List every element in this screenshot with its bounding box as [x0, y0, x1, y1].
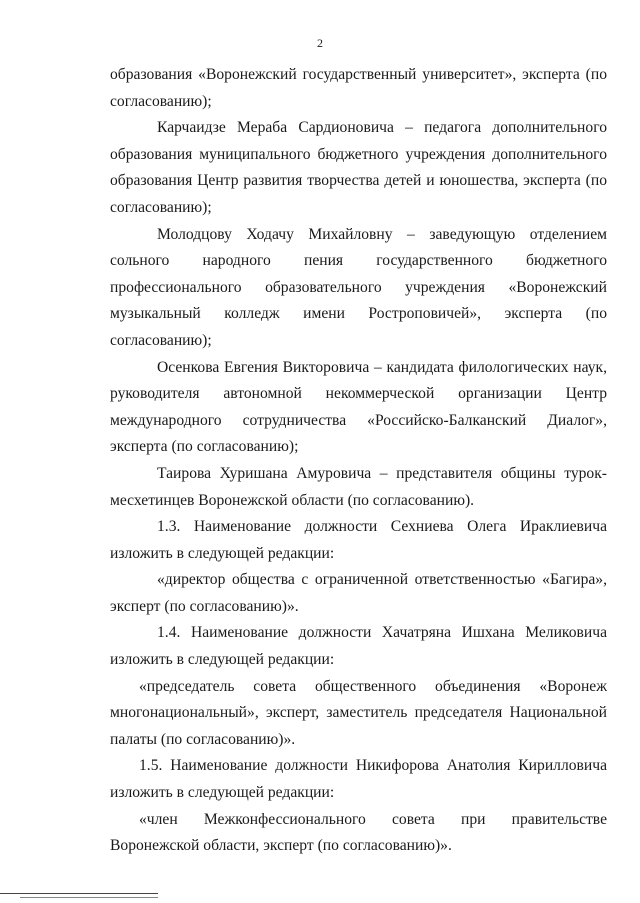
paragraph: 1.3. Наименование должности Сехниева Олега Ираклиевича изложить в следующей редакции:	[110, 518, 607, 562]
page-number: 2	[317, 36, 323, 50]
paragraph: «директор общества с ограниченной ответственностью «Багира», эксперт (по согласованию)».	[110, 571, 607, 615]
paragraph: образования «Воронежский государственный университет», эксперта (по согласованию);	[110, 66, 607, 110]
paragraph: 1.5. Наименование должности Никифорова Анатолия Кирилловича изложить в следующей редакции:	[110, 757, 607, 802]
paragraph: 1.4. Наименование должности Хачатряна Ишхана Меликовича изложить в следующей редакции:	[110, 624, 607, 669]
paragraph: Таирова Хуришана Амуровича – представителя общины турок-месхетинцев Воронежской области (по согласованию).	[110, 464, 607, 509]
paragraph: «член Межконфессионального совета при правительстве Воронежской области, эксперт (по согласованию)».	[110, 810, 607, 855]
footer-divider	[20, 897, 158, 898]
document-body	[110, 62, 607, 860]
paragraph: Осенкова Евгения Викторовича – кандидата филологических наук, руководителя автономной некоммерческой организации Центр международного сотрудничества «Российско-Балканский Диалог», эксперта (по согласованию);	[110, 358, 607, 456]
paragraph: Карчаидзе Мераба Сардионовича – педагога дополнительного образования муниципального бюджетного учреждения дополнительного образования Центр развития творчества детей и юношества, эксперта (по согласованию);	[110, 119, 607, 216]
paragraph: «председатель совета общественного объединения «Воронеж многонациональный», эксперт, заместитель председателя Национальной палаты (по согласованию)».	[110, 677, 607, 748]
paragraph: Молодцову Ходачу Михайловну – заведующую отделением сольного народного пения государственного бюджетного профессионального образовательного учреждения «Воронежский музыкальный колледж имени Ростроповичей», эксперта (по согласованию);	[110, 225, 607, 349]
footer-divider	[0, 893, 158, 894]
